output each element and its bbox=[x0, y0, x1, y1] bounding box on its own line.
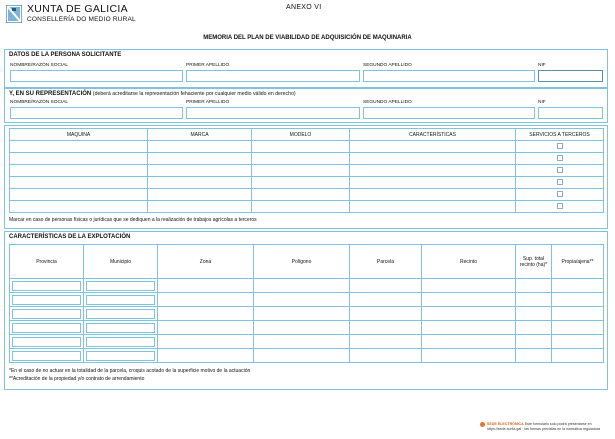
ownership-cell[interactable] bbox=[552, 293, 604, 307]
logo-title: XUNTA DE GALICIA bbox=[27, 3, 128, 15]
third-party-checkbox[interactable] bbox=[557, 155, 563, 161]
exploitation-row bbox=[10, 293, 604, 307]
machinery-note: Marcar en caso de personas físicas o jurídicas que se dediquen a la realización de trabajos agrícolas a terceros bbox=[9, 217, 257, 223]
municipality-cell[interactable] bbox=[84, 321, 158, 335]
third-party-cell[interactable] bbox=[516, 141, 604, 153]
exploitation-col-surface: Sup. total recinto (ha)* bbox=[516, 245, 552, 279]
polygon-cell[interactable] bbox=[254, 293, 350, 307]
representative-surname2-input[interactable] bbox=[363, 107, 535, 119]
ownership-cell[interactable] bbox=[552, 321, 604, 335]
exploitation-col-province: Provincia bbox=[10, 245, 84, 279]
machinery-row bbox=[10, 165, 604, 177]
province-cell[interactable] bbox=[10, 349, 84, 363]
province-cell[interactable] bbox=[10, 293, 84, 307]
machinery-row bbox=[10, 201, 604, 213]
municipality-cell[interactable] bbox=[84, 279, 158, 293]
machinery-col-brand: MARCA bbox=[148, 129, 252, 141]
province-input[interactable] bbox=[12, 309, 81, 319]
third-party-checkbox[interactable] bbox=[557, 179, 563, 185]
machinery-col-third-party: SERVICIOS A TERCEROS bbox=[516, 129, 604, 141]
exploitation-row bbox=[10, 307, 604, 321]
model-cell[interactable] bbox=[252, 153, 350, 165]
exploitation-section bbox=[4, 231, 608, 390]
municipality-input[interactable] bbox=[86, 309, 155, 319]
polygon-cell[interactable] bbox=[254, 279, 350, 293]
zone-cell[interactable] bbox=[158, 349, 254, 363]
municipality-input[interactable] bbox=[86, 351, 155, 361]
province-cell[interactable] bbox=[10, 335, 84, 349]
zone-cell[interactable] bbox=[158, 293, 254, 307]
exploitation-note-1: *En el caso de no actuar en la totalidad de la parcela, croquis acotado de la superficie motivo de la actuación bbox=[9, 368, 251, 374]
applicant-surname2-label: SEGUNDO APELLIDO bbox=[363, 63, 412, 68]
zone-cell[interactable] bbox=[158, 335, 254, 349]
polygon-cell[interactable] bbox=[254, 321, 350, 335]
surface-cell[interactable] bbox=[516, 349, 552, 363]
surface-cell[interactable] bbox=[516, 293, 552, 307]
logo-subtitle: CONSELLERÍA DO MEDIO RURAL bbox=[27, 16, 136, 23]
representative-title-text: Y, EN SU REPRESENTACIÓN bbox=[9, 91, 92, 97]
applicant-section-title: DATOS DE LA PERSONA SOLICITANTE bbox=[9, 52, 122, 58]
third-party-cell[interactable] bbox=[516, 153, 604, 165]
zone-cell[interactable] bbox=[158, 279, 254, 293]
province-input[interactable] bbox=[12, 281, 81, 291]
applicant-surname2-input[interactable] bbox=[363, 70, 535, 82]
enclosure-cell[interactable] bbox=[422, 321, 516, 335]
machine-cell[interactable] bbox=[10, 201, 148, 213]
footer-brand: SEDE ELECTRÓNICA bbox=[487, 422, 524, 426]
representative-name-label: NOMBRE/RAZÓN SOCIAL bbox=[10, 100, 69, 105]
enclosure-cell[interactable] bbox=[422, 335, 516, 349]
model-cell[interactable] bbox=[252, 177, 350, 189]
third-party-checkbox[interactable] bbox=[557, 203, 563, 209]
brand-cell[interactable] bbox=[148, 153, 252, 165]
parcel-cell[interactable] bbox=[350, 321, 422, 335]
model-cell[interactable] bbox=[252, 141, 350, 153]
enclosure-cell[interactable] bbox=[422, 279, 516, 293]
applicant-name-input[interactable] bbox=[10, 70, 183, 82]
ownership-cell[interactable] bbox=[552, 335, 604, 349]
machinery-row bbox=[10, 153, 604, 165]
surface-cell[interactable] bbox=[516, 335, 552, 349]
machine-cell[interactable] bbox=[10, 141, 148, 153]
features-cell[interactable] bbox=[350, 201, 516, 213]
municipality-cell[interactable] bbox=[84, 349, 158, 363]
representative-nif-input[interactable] bbox=[538, 107, 603, 119]
third-party-cell[interactable] bbox=[516, 201, 604, 213]
machinery-row bbox=[10, 177, 604, 189]
exploitation-col-municipality: Municipio bbox=[84, 245, 158, 279]
representative-subtitle: (deberá acreditarse la representación fehaciente por cualquier medio válido en derecho) bbox=[92, 91, 296, 97]
province-input[interactable] bbox=[12, 323, 81, 333]
exploitation-col-parcel: Parcela bbox=[350, 245, 422, 279]
representative-surname1-input[interactable] bbox=[186, 107, 360, 119]
applicant-section bbox=[4, 49, 608, 88]
zone-cell[interactable] bbox=[158, 321, 254, 335]
brand-cell[interactable] bbox=[148, 189, 252, 201]
exploitation-row bbox=[10, 349, 604, 363]
representative-surname2-label: SEGUNDO APELLIDO bbox=[363, 100, 412, 105]
polygon-cell[interactable] bbox=[254, 335, 350, 349]
sede-icon bbox=[480, 422, 485, 427]
municipality-input[interactable] bbox=[86, 337, 155, 347]
municipality-input[interactable] bbox=[86, 281, 155, 291]
features-cell[interactable] bbox=[350, 165, 516, 177]
machine-cell[interactable] bbox=[10, 177, 148, 189]
machine-cell[interactable] bbox=[10, 189, 148, 201]
third-party-checkbox[interactable] bbox=[557, 167, 563, 173]
exploitation-col-enclosure: Recinto bbox=[422, 245, 516, 279]
zone-cell[interactable] bbox=[158, 307, 254, 321]
province-input[interactable] bbox=[12, 351, 81, 361]
exploitation-row bbox=[10, 279, 604, 293]
machinery-row bbox=[10, 141, 604, 153]
exploitation-row bbox=[10, 321, 604, 335]
province-cell[interactable] bbox=[10, 279, 84, 293]
parcel-cell[interactable] bbox=[350, 293, 422, 307]
surface-cell[interactable] bbox=[516, 307, 552, 321]
enclosure-cell[interactable] bbox=[422, 307, 516, 321]
features-cell[interactable] bbox=[350, 189, 516, 201]
representative-section-title bbox=[9, 91, 296, 97]
exploitation-section-title: CARACTERÍSTICAS DE LA EXPLOTACIÓN bbox=[9, 234, 131, 240]
representative-name-input[interactable] bbox=[10, 107, 183, 119]
representative-section bbox=[4, 88, 608, 123]
third-party-checkbox[interactable] bbox=[557, 143, 563, 149]
municipality-input[interactable] bbox=[86, 323, 155, 333]
parcel-cell[interactable] bbox=[350, 349, 422, 363]
third-party-checkbox[interactable] bbox=[557, 191, 563, 197]
exploitation-col-zone: Zona bbox=[158, 245, 254, 279]
machinery-col-model: MODELO bbox=[252, 129, 350, 141]
province-input[interactable] bbox=[12, 337, 81, 347]
municipality-cell[interactable] bbox=[84, 335, 158, 349]
brand-cell[interactable] bbox=[148, 201, 252, 213]
brand-cell[interactable] bbox=[148, 165, 252, 177]
third-party-cell[interactable] bbox=[516, 189, 604, 201]
province-cell[interactable] bbox=[10, 307, 84, 321]
machinery-table bbox=[9, 128, 604, 213]
ownership-cell[interactable] bbox=[552, 349, 604, 363]
exploitation-table bbox=[9, 244, 604, 363]
machinery-col-features: CARACTERÍSTICAS bbox=[350, 129, 516, 141]
enclosure-cell[interactable] bbox=[422, 293, 516, 307]
applicant-nif-label: NIF bbox=[538, 63, 546, 68]
municipality-cell[interactable] bbox=[84, 307, 158, 321]
model-cell[interactable] bbox=[252, 165, 350, 177]
exploitation-row bbox=[10, 335, 604, 349]
machinery-row bbox=[10, 189, 604, 201]
model-cell[interactable] bbox=[252, 189, 350, 201]
ownership-cell[interactable] bbox=[552, 307, 604, 321]
features-cell[interactable] bbox=[350, 177, 516, 189]
machinery-col-machine: MAQUINA bbox=[10, 129, 148, 141]
machine-cell[interactable] bbox=[10, 153, 148, 165]
parcel-cell[interactable] bbox=[350, 335, 422, 349]
exploitation-col-polygon: Polígono bbox=[254, 245, 350, 279]
municipality-input[interactable] bbox=[86, 295, 155, 305]
province-input[interactable] bbox=[12, 295, 81, 305]
applicant-surname1-input[interactable] bbox=[186, 70, 360, 82]
applicant-nif-input[interactable] bbox=[538, 70, 603, 82]
ownership-cell[interactable] bbox=[552, 279, 604, 293]
features-cell[interactable] bbox=[350, 141, 516, 153]
representative-surname1-label: PRIMER APELLIDO bbox=[186, 100, 230, 105]
footer-text bbox=[487, 422, 611, 432]
polygon-cell[interactable] bbox=[254, 349, 350, 363]
exploitation-col-ownership: Propia/ajena** bbox=[552, 245, 604, 279]
exploitation-note-2: **Acreditación de la propiedad y/o contrato de arrendamiento bbox=[9, 376, 145, 382]
polygon-cell[interactable] bbox=[254, 307, 350, 321]
parcel-cell[interactable] bbox=[350, 279, 422, 293]
parcel-cell[interactable] bbox=[350, 307, 422, 321]
representative-nif-label: NIF bbox=[538, 100, 546, 105]
province-cell[interactable] bbox=[10, 321, 84, 335]
machinery-section bbox=[4, 125, 608, 229]
applicant-name-label: NOMBRE/RAZÓN SOCIAL bbox=[10, 63, 69, 68]
document-title: MEMORIA DEL PLAN DE VIABILIDAD DE ADQUISICIÓN DE MAQUINARIA bbox=[203, 35, 412, 41]
enclosure-cell[interactable] bbox=[422, 349, 516, 363]
surface-cell[interactable] bbox=[516, 279, 552, 293]
third-party-cell[interactable] bbox=[516, 177, 604, 189]
brand-cell[interactable] bbox=[148, 141, 252, 153]
municipality-cell[interactable] bbox=[84, 293, 158, 307]
annex-label: ANEXO VI bbox=[286, 4, 322, 11]
xunta-logo-icon bbox=[6, 5, 22, 23]
applicant-surname1-label: PRIMER APELLIDO bbox=[186, 63, 230, 68]
machine-cell[interactable] bbox=[10, 165, 148, 177]
model-cell[interactable] bbox=[252, 201, 350, 213]
brand-cell[interactable] bbox=[148, 177, 252, 189]
footer-disclaimer: Este formulario solo podrá presentarse en https://sede.xunta.gal · las formas previstas en la normativa reguladora bbox=[487, 422, 601, 431]
surface-cell[interactable] bbox=[516, 321, 552, 335]
features-cell[interactable] bbox=[350, 153, 516, 165]
third-party-cell[interactable] bbox=[516, 165, 604, 177]
